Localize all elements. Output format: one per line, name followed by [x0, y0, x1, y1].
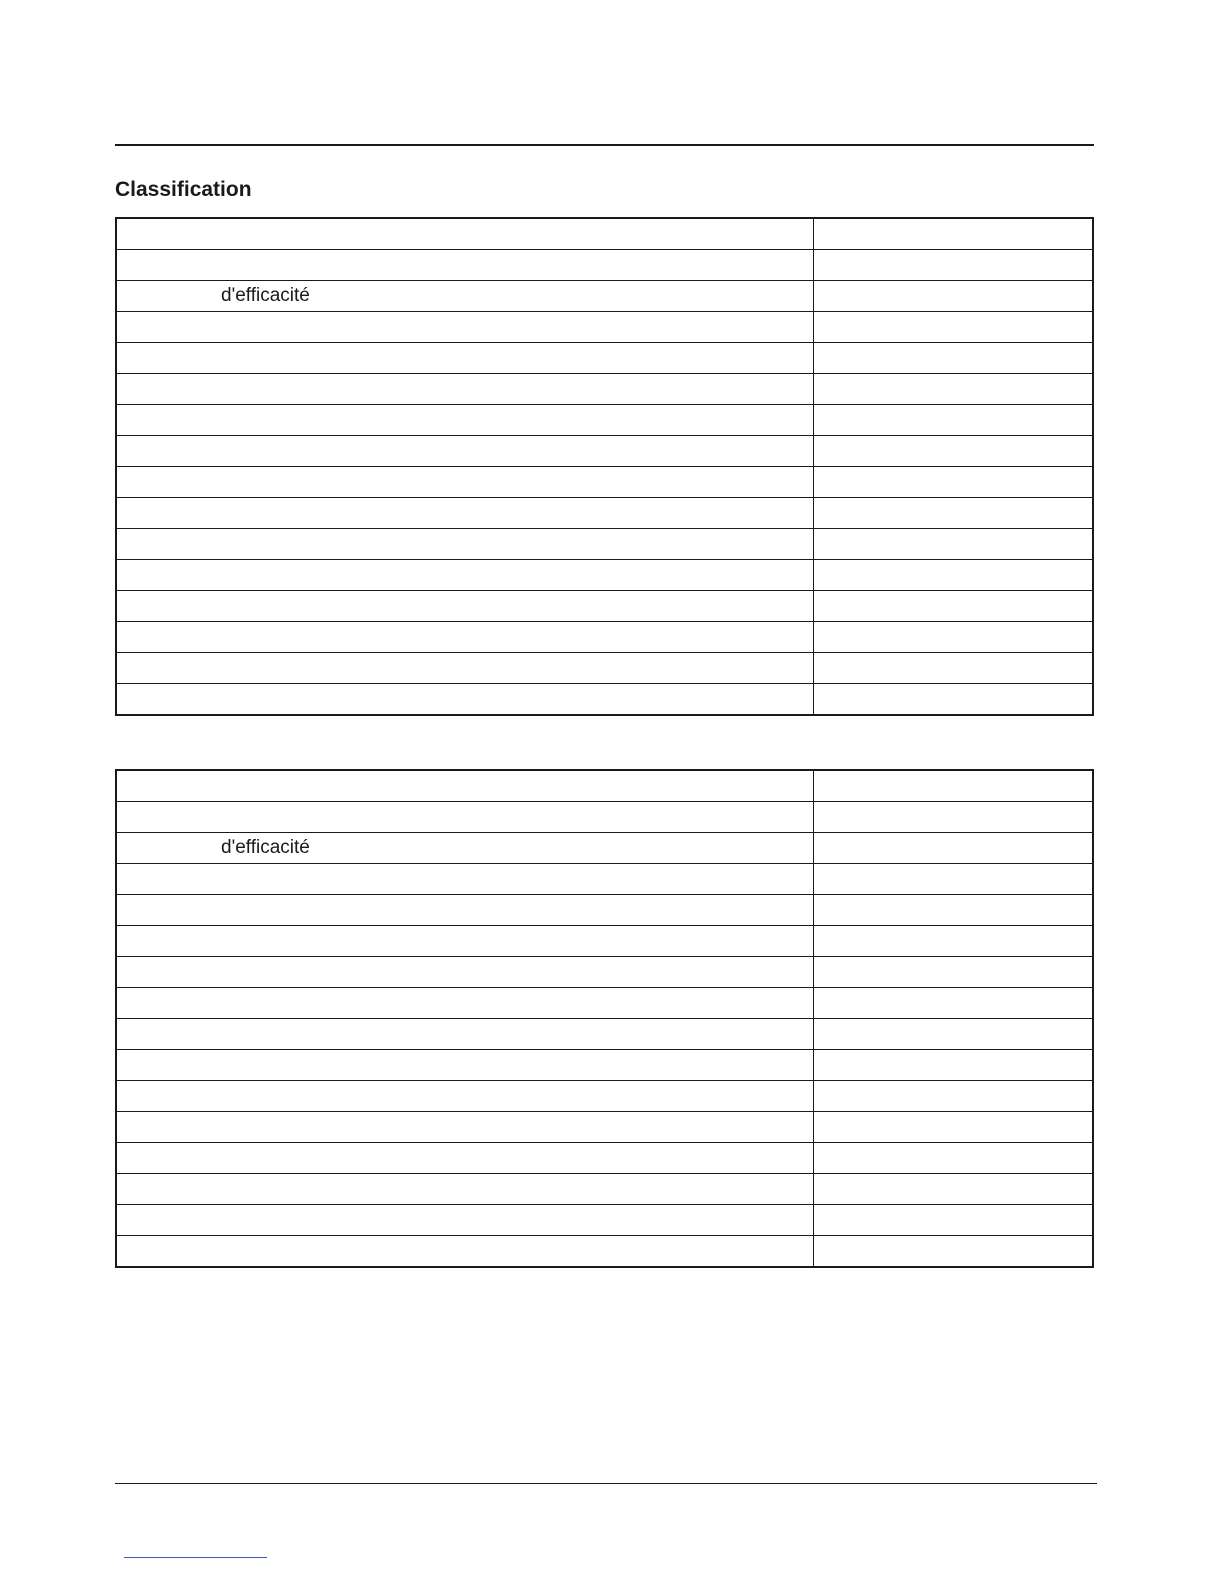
table-row [116, 926, 1093, 957]
row-value [814, 1112, 1094, 1143]
row-value [814, 926, 1094, 957]
row-label-cell [116, 405, 814, 436]
table-row [116, 591, 1093, 622]
row-label-cell [116, 770, 814, 802]
row-label-cell [116, 926, 814, 957]
row-value [814, 1143, 1094, 1174]
row-value [814, 529, 1094, 560]
row-label-cell [116, 1236, 814, 1268]
row-label-cell [116, 436, 814, 467]
table-row [116, 1081, 1093, 1112]
row-value [814, 895, 1094, 926]
row-value [814, 1081, 1094, 1112]
row-value [814, 405, 1094, 436]
row-label-cell [116, 653, 814, 684]
table-row [116, 988, 1093, 1019]
table-row [116, 467, 1093, 498]
table-row [116, 1205, 1093, 1236]
table-row [116, 802, 1093, 833]
row-label-cell [116, 312, 814, 343]
row-label-cell [116, 802, 814, 833]
table-row [116, 1174, 1093, 1205]
table-row [116, 250, 1093, 281]
row-label-cell [116, 1081, 814, 1112]
row-label-cell [116, 529, 814, 560]
row-label: d'efficacité [221, 285, 310, 306]
table-row [116, 1050, 1093, 1081]
table-row [116, 653, 1093, 684]
table-body [116, 770, 1093, 1267]
row-label-cell [116, 281, 814, 312]
row-label-cell [116, 1050, 814, 1081]
table-row [116, 864, 1093, 895]
table-row [116, 529, 1093, 560]
row-value [814, 1019, 1094, 1050]
row-label-cell [116, 1019, 814, 1050]
row-value [814, 622, 1094, 653]
row-label-cell [116, 684, 814, 716]
row-value [814, 250, 1094, 281]
row-value [814, 988, 1094, 1019]
classification-table-1 [115, 217, 1094, 716]
row-label-cell [116, 895, 814, 926]
table-row [116, 1236, 1093, 1268]
section-title: Classification [115, 178, 252, 201]
table-row [116, 622, 1093, 653]
row-value [814, 498, 1094, 529]
row-value [814, 343, 1094, 374]
row-label-cell [116, 218, 814, 250]
row-label-cell [116, 833, 814, 864]
table-row [116, 560, 1093, 591]
row-value [814, 1174, 1094, 1205]
row-label: d'efficacité [221, 837, 310, 858]
table-row [116, 281, 1093, 312]
table-row [116, 684, 1093, 716]
row-label-cell [116, 1205, 814, 1236]
table-row [116, 218, 1093, 250]
row-label-cell [116, 374, 814, 405]
table-row [116, 343, 1093, 374]
row-value [814, 684, 1094, 716]
table-row [116, 895, 1093, 926]
row-value [814, 218, 1094, 250]
row-label-cell [116, 250, 814, 281]
table-row [116, 498, 1093, 529]
table-row [116, 405, 1093, 436]
row-value [814, 833, 1094, 864]
table-row [116, 1112, 1093, 1143]
table-row [116, 1143, 1093, 1174]
row-value [814, 957, 1094, 988]
table-row [116, 312, 1093, 343]
header-rule [115, 144, 1094, 146]
row-label-cell [116, 864, 814, 895]
row-label-cell [116, 957, 814, 988]
table-row [116, 770, 1093, 802]
row-value [814, 374, 1094, 405]
row-value [814, 312, 1094, 343]
row-value [814, 467, 1094, 498]
row-label-cell [116, 1112, 814, 1143]
table-row [116, 1019, 1093, 1050]
row-label-cell [116, 1174, 814, 1205]
row-value [814, 864, 1094, 895]
row-value [814, 1236, 1094, 1268]
row-value [814, 770, 1094, 802]
footer-rule [115, 1483, 1097, 1484]
table-row [116, 436, 1093, 467]
row-label-cell [116, 467, 814, 498]
row-value [814, 281, 1094, 312]
row-value [814, 1050, 1094, 1081]
table-row [116, 833, 1093, 864]
row-value [814, 653, 1094, 684]
table-row [116, 957, 1093, 988]
row-label-cell [116, 560, 814, 591]
footer-link-underline[interactable] [124, 1557, 267, 1558]
row-label-cell [116, 498, 814, 529]
classification-table-2 [115, 769, 1094, 1268]
row-label-cell [116, 988, 814, 1019]
row-value [814, 560, 1094, 591]
row-value [814, 1205, 1094, 1236]
row-value [814, 436, 1094, 467]
row-value [814, 802, 1094, 833]
row-label-cell [116, 1143, 814, 1174]
table-body [116, 218, 1093, 715]
row-label-cell [116, 622, 814, 653]
row-label-cell [116, 343, 814, 374]
table-row [116, 374, 1093, 405]
row-value [814, 591, 1094, 622]
row-label-cell [116, 591, 814, 622]
